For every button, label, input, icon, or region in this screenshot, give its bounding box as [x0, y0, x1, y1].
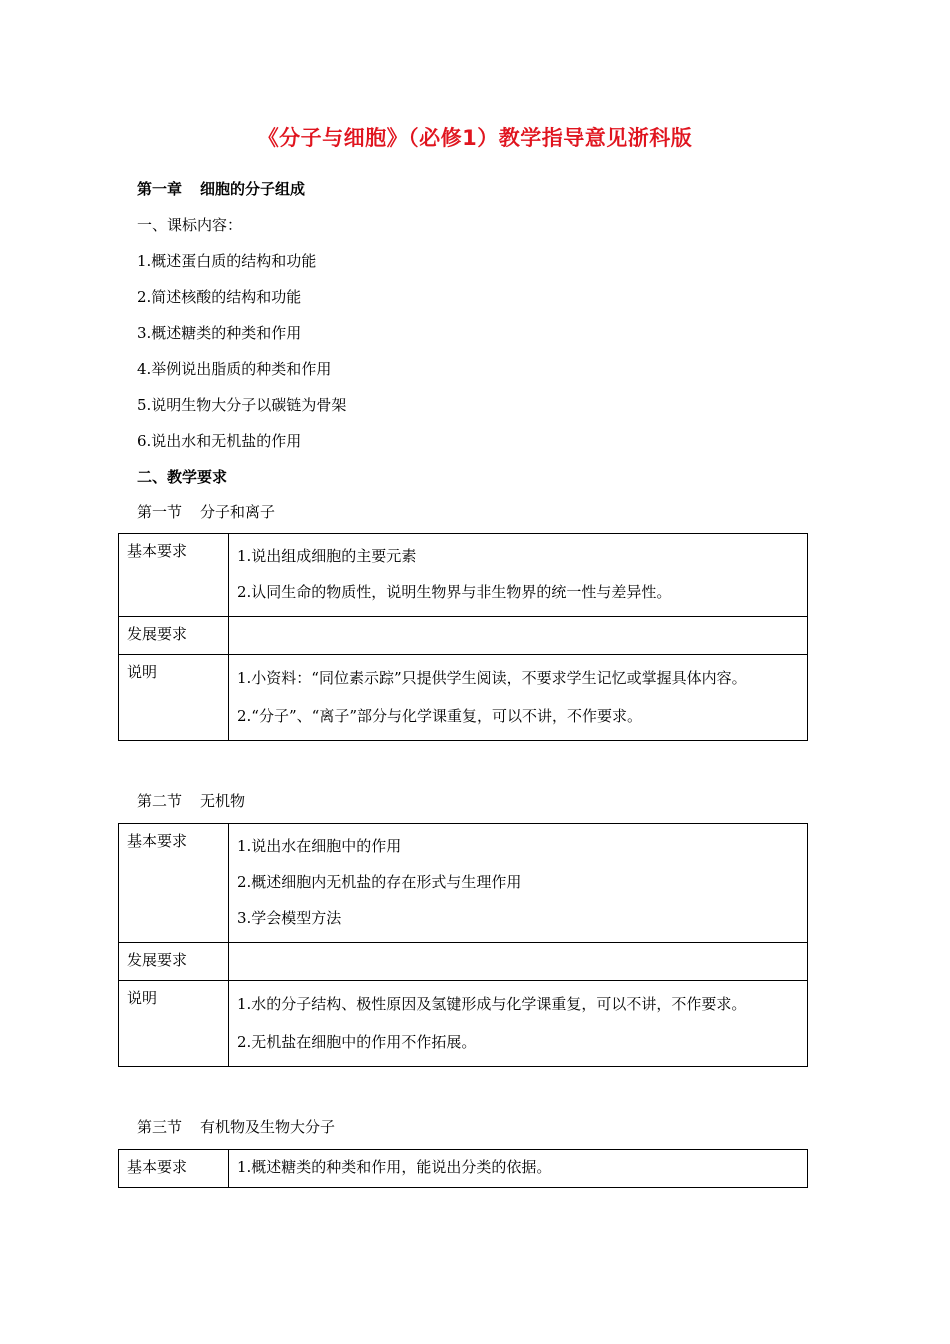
chapter-number: 第一章 — [137, 180, 183, 198]
section-name: 有机物及生物大分子 — [200, 1118, 336, 1136]
chapter-heading — [137, 178, 305, 199]
requirements-table — [118, 823, 808, 1067]
basic-requirements-content — [229, 824, 808, 943]
table-row — [119, 1150, 808, 1188]
table-row — [119, 824, 808, 943]
section-name: 无机物 — [200, 792, 246, 810]
requirement-item: 2.认同生命的物质性，说明生物界与非生物界的统一性与差异性。 — [237, 583, 672, 601]
table-row — [119, 617, 808, 655]
standards-item: 5.说明生物大分子以碳链为骨架 — [137, 396, 347, 414]
requirement-item: 2.概述细胞内无机盐的存在形式与生理作用 — [237, 873, 522, 891]
basic-requirements-label: 基本要求 — [119, 534, 229, 617]
requirement-item: 3.学会模型方法 — [237, 909, 342, 927]
document-title: 《分子与细胞》（必修1）教学指导意见浙科版 — [257, 126, 693, 150]
requirements-heading: 二、教学要求 — [137, 468, 228, 486]
basic-requirements-label: 基本要求 — [119, 824, 229, 943]
section-number: 第一节 — [137, 503, 183, 521]
basic-requirements-label: 基本要求 — [119, 1150, 229, 1188]
section-heading — [137, 1116, 335, 1137]
chapter-name: 细胞的分子组成 — [200, 180, 306, 198]
notes-label: 说明 — [119, 655, 229, 741]
standards-heading: 一、课标内容： — [137, 216, 243, 234]
note-item: 1.水的分子结构、极性原因及氢键形成与化学课重复，可以不讲，不作要求。 — [237, 995, 747, 1013]
basic-requirements-content — [229, 534, 808, 617]
notes-content — [229, 981, 808, 1067]
table-row — [119, 981, 808, 1067]
table-row — [119, 655, 808, 741]
standards-item: 6.说出水和无机盐的作用 — [137, 432, 302, 450]
development-requirements-label: 发展要求 — [119, 617, 229, 655]
standards-item: 1.概述蛋白质的结构和功能 — [137, 252, 317, 270]
development-requirements-content — [229, 617, 808, 655]
basic-requirements-content — [229, 1150, 808, 1188]
notes-label: 说明 — [119, 981, 229, 1067]
standards-item: 2.简述核酸的结构和功能 — [137, 288, 302, 306]
requirement-item: 1.概述糖类的种类和作用，能说出分类的依据。 — [237, 1158, 552, 1176]
table-row — [119, 943, 808, 981]
note-item: 1.小资料：“同位素示踪”只提供学生阅读，不要求学生记忆或掌握具体内容。 — [237, 669, 747, 687]
note-item: 2.“分子”、“离子”部分与化学课重复，可以不讲，不作要求。 — [237, 707, 642, 725]
note-item: 2.无机盐在细胞中的作用不作拓展。 — [237, 1033, 477, 1051]
requirement-item: 1.说出组成细胞的主要元素 — [237, 547, 417, 565]
requirements-table — [118, 1149, 808, 1188]
notes-content — [229, 655, 808, 741]
section-name: 分子和离子 — [200, 503, 276, 521]
section-number: 第二节 — [137, 792, 183, 810]
requirement-item: 1.说出水在细胞中的作用 — [237, 837, 402, 855]
section-heading — [137, 501, 275, 522]
standards-item: 4.举例说出脂质的种类和作用 — [137, 360, 332, 378]
development-requirements-content — [229, 943, 808, 981]
standards-item: 3.概述糖类的种类和作用 — [137, 324, 302, 342]
requirements-table — [118, 533, 808, 741]
section-number: 第三节 — [137, 1118, 183, 1136]
development-requirements-label: 发展要求 — [119, 943, 229, 981]
section-heading — [137, 790, 245, 811]
table-row — [119, 534, 808, 617]
